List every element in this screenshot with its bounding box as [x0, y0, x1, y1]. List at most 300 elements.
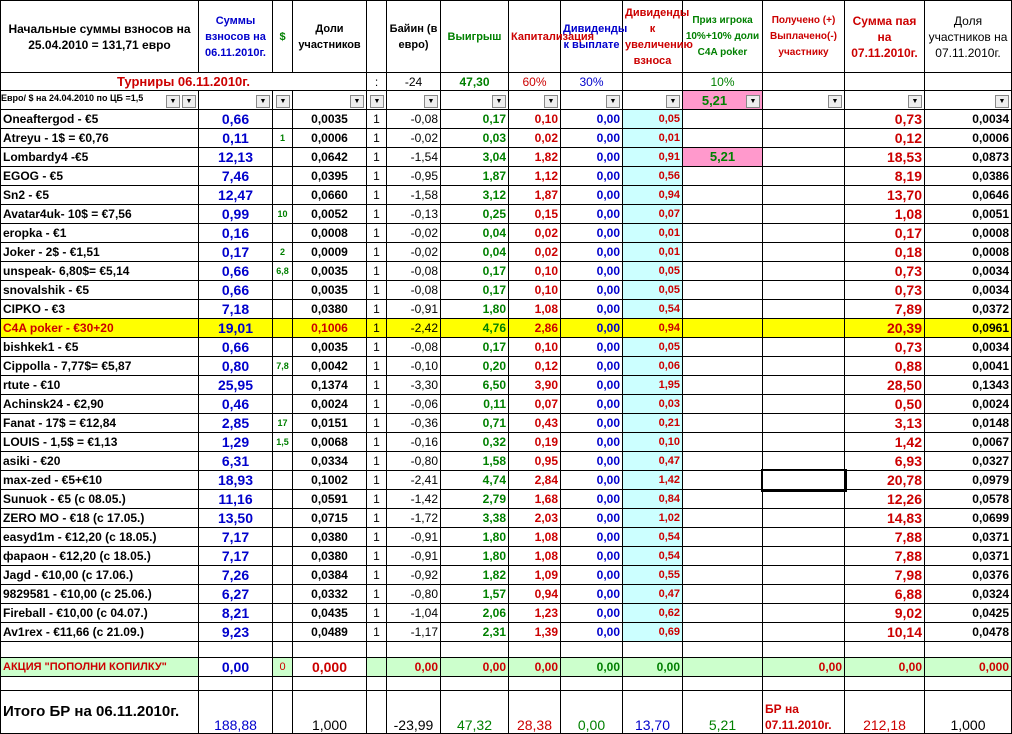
- count-cell[interactable]: 1: [367, 224, 387, 243]
- dropdown-arrow-icon[interactable]: ▼: [908, 95, 922, 108]
- div-cell[interactable]: 0,00: [561, 319, 623, 338]
- sum-cell[interactable]: 0,66: [199, 262, 273, 281]
- div-cell[interactable]: 0,00: [561, 566, 623, 585]
- inc-cell[interactable]: 1,42: [623, 471, 683, 490]
- dropdown-arrow-icon[interactable]: ▼: [746, 95, 760, 108]
- div-cell[interactable]: 0,00: [561, 129, 623, 148]
- pay-cell[interactable]: 0,12: [845, 129, 925, 148]
- share-cell[interactable]: 0,0068: [293, 433, 367, 452]
- cap-cell[interactable]: 1,09: [509, 566, 561, 585]
- inc-cell[interactable]: 0,05: [623, 110, 683, 129]
- share-cell[interactable]: 0,0009: [293, 243, 367, 262]
- count-cell[interactable]: 1: [367, 110, 387, 129]
- sum-cell[interactable]: 0,99: [199, 205, 273, 224]
- prize-cell[interactable]: [683, 433, 763, 452]
- count-cell[interactable]: 1: [367, 547, 387, 566]
- div-cell[interactable]: 0,00: [561, 414, 623, 433]
- count-cell[interactable]: 1: [367, 167, 387, 186]
- pay-cell[interactable]: 3,13: [845, 414, 925, 433]
- pay-cell[interactable]: 13,70: [845, 186, 925, 205]
- action-sum-cell[interactable]: 0,00: [199, 658, 273, 677]
- win-cell[interactable]: 4,74: [441, 471, 509, 490]
- paid-cell[interactable]: [763, 338, 845, 357]
- usd-cell[interactable]: 10: [273, 205, 293, 224]
- inc-cell[interactable]: 0,91: [623, 148, 683, 167]
- cap-cell[interactable]: 0,15: [509, 205, 561, 224]
- div-cell[interactable]: 0,00: [561, 509, 623, 528]
- win-cell[interactable]: 6,50: [441, 376, 509, 395]
- pay-cell[interactable]: 7,89: [845, 300, 925, 319]
- paid-cell[interactable]: [763, 547, 845, 566]
- win-cell[interactable]: 1,58: [441, 452, 509, 471]
- share2-cell[interactable]: 0,0961: [925, 319, 1012, 338]
- inc-cell[interactable]: 0,56: [623, 167, 683, 186]
- inc-cell[interactable]: 0,05: [623, 281, 683, 300]
- share-cell[interactable]: 0,0035: [293, 338, 367, 357]
- dropdown-arrow-icon[interactable]: ▼: [350, 95, 364, 108]
- count-cell[interactable]: 1: [367, 129, 387, 148]
- cap-cell[interactable]: 1,39: [509, 623, 561, 642]
- dropdown-arrow-icon[interactable]: ▼: [544, 95, 558, 108]
- win-cell[interactable]: 0,25: [441, 205, 509, 224]
- share-cell[interactable]: 0,0024: [293, 395, 367, 414]
- usd-cell[interactable]: [273, 452, 293, 471]
- pay-cell[interactable]: 0,18: [845, 243, 925, 262]
- cap-cell[interactable]: 0,10: [509, 281, 561, 300]
- pay-cell[interactable]: 0,73: [845, 338, 925, 357]
- win-cell[interactable]: 3,12: [441, 186, 509, 205]
- div-cell[interactable]: 0,00: [561, 604, 623, 623]
- cap-cell[interactable]: 1,23: [509, 604, 561, 623]
- prize-cell[interactable]: [683, 509, 763, 528]
- cap-cell[interactable]: 1,12: [509, 167, 561, 186]
- usd-cell[interactable]: 7,8: [273, 357, 293, 376]
- buyin-cell[interactable]: -1,58: [387, 186, 441, 205]
- pay-cell[interactable]: 0,73: [845, 110, 925, 129]
- sum-cell[interactable]: 7,26: [199, 566, 273, 585]
- share2-cell[interactable]: 0,0148: [925, 414, 1012, 433]
- participant-name-cell[interactable]: Sn2 - €5: [1, 186, 199, 205]
- win-cell[interactable]: 1,87: [441, 167, 509, 186]
- paid-cell[interactable]: [763, 281, 845, 300]
- cap-cell[interactable]: 1,87: [509, 186, 561, 205]
- share2-cell[interactable]: 0,0578: [925, 490, 1012, 509]
- sum-cell[interactable]: 0,66: [199, 281, 273, 300]
- share-cell[interactable]: 0,0151: [293, 414, 367, 433]
- paid-cell[interactable]: [763, 452, 845, 471]
- inc-cell[interactable]: 0,01: [623, 224, 683, 243]
- participant-name-cell[interactable]: EGOG - €5: [1, 167, 199, 186]
- div-cell[interactable]: 0,00: [561, 338, 623, 357]
- sum-cell[interactable]: 1,29: [199, 433, 273, 452]
- buyin-cell[interactable]: -0,91: [387, 300, 441, 319]
- count-cell[interactable]: 1: [367, 186, 387, 205]
- paid-cell[interactable]: [763, 395, 845, 414]
- usd-cell[interactable]: 6,8: [273, 262, 293, 281]
- div-cell[interactable]: 0,00: [561, 623, 623, 642]
- cap-cell[interactable]: 1,08: [509, 547, 561, 566]
- win-cell[interactable]: 3,38: [441, 509, 509, 528]
- sum-cell[interactable]: 12,47: [199, 186, 273, 205]
- prize-cell[interactable]: [683, 281, 763, 300]
- count-cell[interactable]: 1: [367, 471, 387, 490]
- win-cell[interactable]: 0,04: [441, 224, 509, 243]
- usd-cell[interactable]: [273, 585, 293, 604]
- cap-cell[interactable]: 1,82: [509, 148, 561, 167]
- inc-cell[interactable]: 0,54: [623, 300, 683, 319]
- action-usd-cell[interactable]: 0: [273, 658, 293, 677]
- inc-cell[interactable]: 0,05: [623, 262, 683, 281]
- win-cell[interactable]: 1,80: [441, 547, 509, 566]
- prize-cell[interactable]: [683, 395, 763, 414]
- pay-cell[interactable]: 8,19: [845, 167, 925, 186]
- usd-cell[interactable]: [273, 376, 293, 395]
- win-cell[interactable]: 0,17: [441, 262, 509, 281]
- pay-cell[interactable]: 7,98: [845, 566, 925, 585]
- buyin-cell[interactable]: -0,02: [387, 243, 441, 262]
- count-cell[interactable]: 1: [367, 414, 387, 433]
- div-cell[interactable]: 0,00: [561, 224, 623, 243]
- inc-cell[interactable]: 0,01: [623, 243, 683, 262]
- usd-cell[interactable]: [273, 395, 293, 414]
- inc-cell[interactable]: 0,03: [623, 395, 683, 414]
- sum-cell[interactable]: 0,16: [199, 224, 273, 243]
- participant-name-cell[interactable]: ZERO MO - €18 (с 17.05.): [1, 509, 199, 528]
- div-cell[interactable]: 0,00: [561, 376, 623, 395]
- sum-cell[interactable]: 0,11: [199, 129, 273, 148]
- pay-cell[interactable]: 0,50: [845, 395, 925, 414]
- inc-cell[interactable]: 0,47: [623, 452, 683, 471]
- total-empty-cell[interactable]: [367, 691, 387, 734]
- pay-cell[interactable]: 0,73: [845, 281, 925, 300]
- inc-cell[interactable]: 0,06: [623, 357, 683, 376]
- count-cell[interactable]: 1: [367, 623, 387, 642]
- sum-cell[interactable]: 7,18: [199, 300, 273, 319]
- pay-cell[interactable]: 20,78: [845, 471, 925, 490]
- total-cap-cell[interactable]: 28,38: [509, 691, 561, 734]
- paid-cell[interactable]: [763, 528, 845, 547]
- inc-cell[interactable]: 0,05: [623, 338, 683, 357]
- total-div-cell[interactable]: 0,00: [561, 691, 623, 734]
- win-cell[interactable]: 0,03: [441, 129, 509, 148]
- participant-name-cell[interactable]: фараон - €12,20 (с 18.05.): [1, 547, 199, 566]
- count-cell[interactable]: 1: [367, 490, 387, 509]
- action-inc-cell[interactable]: 0,00: [623, 658, 683, 677]
- share2-cell[interactable]: 0,0699: [925, 509, 1012, 528]
- count-cell[interactable]: 1: [367, 433, 387, 452]
- sum-cell[interactable]: 9,23: [199, 623, 273, 642]
- div-cell[interactable]: 0,00: [561, 148, 623, 167]
- action-share2-cell[interactable]: 0,000: [925, 658, 1012, 677]
- prize-cell[interactable]: [683, 585, 763, 604]
- pay-cell[interactable]: 0,17: [845, 224, 925, 243]
- cap-cell[interactable]: 0,07: [509, 395, 561, 414]
- sum-cell[interactable]: 8,21: [199, 604, 273, 623]
- action-div-cell[interactable]: 0,00: [561, 658, 623, 677]
- sum-cell[interactable]: 7,17: [199, 528, 273, 547]
- count-cell[interactable]: 1: [367, 205, 387, 224]
- total-inc-cell[interactable]: 13,70: [623, 691, 683, 734]
- pay-cell[interactable]: 14,83: [845, 509, 925, 528]
- cap-cell[interactable]: 2,86: [509, 319, 561, 338]
- inc-cell[interactable]: 0,47: [623, 585, 683, 604]
- usd-cell[interactable]: 17: [273, 414, 293, 433]
- div-cell[interactable]: 0,00: [561, 585, 623, 604]
- participant-name-cell[interactable]: Avatar4uk- 10$ = €7,56: [1, 205, 199, 224]
- participant-name-cell[interactable]: CIPKO - €3: [1, 300, 199, 319]
- pay-cell[interactable]: 0,88: [845, 357, 925, 376]
- cap-cell[interactable]: 0,43: [509, 414, 561, 433]
- participant-name-cell[interactable]: Sunuok - €5 (с 08.05.): [1, 490, 199, 509]
- buyin-cell[interactable]: -0,91: [387, 528, 441, 547]
- action-prize-cell[interactable]: [683, 658, 763, 677]
- total-label-cell[interactable]: Итого БР на 06.11.2010г.: [1, 691, 199, 734]
- usd-cell[interactable]: 1,5: [273, 433, 293, 452]
- total-br-label-cell[interactable]: БР на 07.11.2010г.: [763, 691, 845, 734]
- count-cell[interactable]: 1: [367, 357, 387, 376]
- share-cell[interactable]: 0,1002: [293, 471, 367, 490]
- prize-cell[interactable]: [683, 338, 763, 357]
- share2-cell[interactable]: 0,0371: [925, 547, 1012, 566]
- inc-cell[interactable]: 0,94: [623, 319, 683, 338]
- count-cell[interactable]: 1: [367, 376, 387, 395]
- buyin-cell[interactable]: -0,08: [387, 338, 441, 357]
- pay-cell[interactable]: 28,50: [845, 376, 925, 395]
- participant-name-cell[interactable]: rtute - €10: [1, 376, 199, 395]
- paid-cell[interactable]: [763, 243, 845, 262]
- share-cell[interactable]: 0,0660: [293, 186, 367, 205]
- action-empty-cell[interactable]: [367, 658, 387, 677]
- buyin-cell[interactable]: -0,80: [387, 585, 441, 604]
- win-cell[interactable]: 0,71: [441, 414, 509, 433]
- inc-cell[interactable]: 0,54: [623, 547, 683, 566]
- div-cell[interactable]: 0,00: [561, 167, 623, 186]
- win-cell[interactable]: 0,32: [441, 433, 509, 452]
- participant-name-cell[interactable]: max-zed - €5+€10: [1, 471, 199, 490]
- dropdown-arrow-icon[interactable]: ▼: [166, 95, 180, 108]
- count-cell[interactable]: 1: [367, 338, 387, 357]
- participant-name-cell[interactable]: Oneaftergod - €5: [1, 110, 199, 129]
- prize-cell[interactable]: [683, 566, 763, 585]
- prize-cell[interactable]: [683, 452, 763, 471]
- dropdown-arrow-icon[interactable]: ▼: [666, 95, 680, 108]
- buyin-cell[interactable]: -0,08: [387, 281, 441, 300]
- win-cell[interactable]: 0,04: [441, 243, 509, 262]
- win-cell[interactable]: 2,79: [441, 490, 509, 509]
- prize-cell[interactable]: [683, 547, 763, 566]
- count-cell[interactable]: 1: [367, 319, 387, 338]
- share2-cell[interactable]: 0,0006: [925, 129, 1012, 148]
- share-cell[interactable]: 0,0395: [293, 167, 367, 186]
- inc-cell[interactable]: 0,84: [623, 490, 683, 509]
- win-cell[interactable]: 1,57: [441, 585, 509, 604]
- inc-cell[interactable]: 1,95: [623, 376, 683, 395]
- cap-cell[interactable]: 2,84: [509, 471, 561, 490]
- share-cell[interactable]: 0,0591: [293, 490, 367, 509]
- paid-cell[interactable]: [763, 414, 845, 433]
- inc-cell[interactable]: 0,07: [623, 205, 683, 224]
- sum-cell[interactable]: 0,17: [199, 243, 273, 262]
- action-share-cell[interactable]: 0,000: [293, 658, 367, 677]
- participant-name-cell[interactable]: Atreyu - 1$ = €0,76: [1, 129, 199, 148]
- buyin-cell[interactable]: -0,08: [387, 110, 441, 129]
- share-cell[interactable]: 0,0380: [293, 547, 367, 566]
- inc-cell[interactable]: 0,94: [623, 186, 683, 205]
- buyin-cell[interactable]: -2,42: [387, 319, 441, 338]
- share-cell[interactable]: 0,0489: [293, 623, 367, 642]
- paid-cell[interactable]: [763, 148, 845, 167]
- share2-cell[interactable]: 0,0873: [925, 148, 1012, 167]
- win-cell[interactable]: 2,31: [441, 623, 509, 642]
- win-cell[interactable]: 0,17: [441, 338, 509, 357]
- usd-cell[interactable]: [273, 167, 293, 186]
- prize-cell[interactable]: [683, 414, 763, 433]
- inc-cell[interactable]: 0,10: [623, 433, 683, 452]
- total-pay-cell[interactable]: 212,18: [845, 691, 925, 734]
- usd-cell[interactable]: [273, 148, 293, 167]
- share-cell[interactable]: 0,0435: [293, 604, 367, 623]
- prize-cell[interactable]: [683, 376, 763, 395]
- total-win-cell[interactable]: 47,32: [441, 691, 509, 734]
- paid-cell[interactable]: [763, 585, 845, 604]
- pay-cell[interactable]: 7,88: [845, 547, 925, 566]
- buyin-cell[interactable]: -0,16: [387, 433, 441, 452]
- prize-cell[interactable]: [683, 224, 763, 243]
- paid-cell[interactable]: [763, 224, 845, 243]
- sum-cell[interactable]: 12,13: [199, 148, 273, 167]
- prize-cell[interactable]: [683, 357, 763, 376]
- buyin-cell[interactable]: -0,36: [387, 414, 441, 433]
- participant-name-cell[interactable]: asiki - €20: [1, 452, 199, 471]
- sum-cell[interactable]: 19,01: [199, 319, 273, 338]
- pay-cell[interactable]: 7,88: [845, 528, 925, 547]
- dropdown-arrow-icon[interactable]: ▼: [995, 95, 1009, 108]
- sum-cell[interactable]: 6,31: [199, 452, 273, 471]
- share2-cell[interactable]: 0,0034: [925, 110, 1012, 129]
- win-cell[interactable]: 0,11: [441, 395, 509, 414]
- share2-cell[interactable]: 0,0067: [925, 433, 1012, 452]
- count-cell[interactable]: 1: [367, 566, 387, 585]
- usd-cell[interactable]: [273, 186, 293, 205]
- paid-cell[interactable]: [763, 110, 845, 129]
- dropdown-arrow-icon[interactable]: ▼: [182, 95, 196, 108]
- prize-cell[interactable]: [683, 623, 763, 642]
- prize-cell[interactable]: [683, 262, 763, 281]
- pay-cell[interactable]: 6,93: [845, 452, 925, 471]
- sum-cell[interactable]: 11,16: [199, 490, 273, 509]
- inc-cell[interactable]: 0,55: [623, 566, 683, 585]
- paid-cell[interactable]: [763, 471, 845, 490]
- cap-cell[interactable]: 0,95: [509, 452, 561, 471]
- cap-cell[interactable]: 3,90: [509, 376, 561, 395]
- dropdown-arrow-icon[interactable]: ▼: [256, 95, 270, 108]
- prize-cell[interactable]: [683, 129, 763, 148]
- share-cell[interactable]: 0,0035: [293, 262, 367, 281]
- usd-cell[interactable]: [273, 110, 293, 129]
- participant-name-cell[interactable]: Fireball - €10,00 (с 04.07.): [1, 604, 199, 623]
- participant-name-cell[interactable]: Cippolla - 7,77$= €5,87: [1, 357, 199, 376]
- action-win-cell[interactable]: 0,00: [441, 658, 509, 677]
- inc-cell[interactable]: 0,21: [623, 414, 683, 433]
- share-cell[interactable]: 0,0642: [293, 148, 367, 167]
- div-cell[interactable]: 0,00: [561, 433, 623, 452]
- cap-cell[interactable]: 0,02: [509, 129, 561, 148]
- pay-cell[interactable]: 12,26: [845, 490, 925, 509]
- usd-cell[interactable]: [273, 490, 293, 509]
- cap-cell[interactable]: 0,02: [509, 224, 561, 243]
- usd-cell[interactable]: [273, 319, 293, 338]
- inc-cell[interactable]: 0,01: [623, 129, 683, 148]
- share2-cell[interactable]: 0,0371: [925, 528, 1012, 547]
- usd-cell[interactable]: [273, 547, 293, 566]
- div-cell[interactable]: 0,00: [561, 490, 623, 509]
- buyin-cell[interactable]: -1,42: [387, 490, 441, 509]
- share2-cell[interactable]: 0,0478: [925, 623, 1012, 642]
- dropdown-arrow-icon[interactable]: ▼: [424, 95, 438, 108]
- share-cell[interactable]: 0,0715: [293, 509, 367, 528]
- participant-name-cell[interactable]: Av1rex - €11,66 (с 21.09.): [1, 623, 199, 642]
- count-cell[interactable]: 1: [367, 395, 387, 414]
- pay-cell[interactable]: 18,53: [845, 148, 925, 167]
- paid-cell[interactable]: [763, 604, 845, 623]
- dropdown-arrow-icon[interactable]: ▼: [370, 95, 384, 108]
- total-prize-cell[interactable]: 5,21: [683, 691, 763, 734]
- usd-cell[interactable]: [273, 300, 293, 319]
- buyin-cell[interactable]: -1,17: [387, 623, 441, 642]
- count-cell[interactable]: 1: [367, 148, 387, 167]
- div-cell[interactable]: 0,00: [561, 395, 623, 414]
- count-cell[interactable]: 1: [367, 604, 387, 623]
- win-cell[interactable]: 0,17: [441, 110, 509, 129]
- participant-name-cell[interactable]: snovalshik - €5: [1, 281, 199, 300]
- total-share-cell[interactable]: 1,000: [293, 691, 367, 734]
- div-cell[interactable]: 0,00: [561, 528, 623, 547]
- participant-name-cell[interactable]: Joker - 2$ - €1,51: [1, 243, 199, 262]
- count-cell[interactable]: 1: [367, 243, 387, 262]
- count-cell[interactable]: 1: [367, 262, 387, 281]
- cap-cell[interactable]: 0,10: [509, 338, 561, 357]
- share2-cell[interactable]: 0,0372: [925, 300, 1012, 319]
- share-cell[interactable]: 0,0052: [293, 205, 367, 224]
- prize-cell[interactable]: [683, 471, 763, 490]
- win-cell[interactable]: 2,06: [441, 604, 509, 623]
- share2-cell[interactable]: 0,0327: [925, 452, 1012, 471]
- cap-cell[interactable]: 0,19: [509, 433, 561, 452]
- dropdown-arrow-icon[interactable]: ▼: [828, 95, 842, 108]
- win-cell[interactable]: 0,20: [441, 357, 509, 376]
- div-cell[interactable]: 0,00: [561, 243, 623, 262]
- buyin-cell[interactable]: -0,02: [387, 129, 441, 148]
- share2-cell[interactable]: 0,0024: [925, 395, 1012, 414]
- action-cap-cell[interactable]: 0,00: [509, 658, 561, 677]
- usd-cell[interactable]: [273, 566, 293, 585]
- cap-cell[interactable]: 0,94: [509, 585, 561, 604]
- prize-cell[interactable]: [683, 186, 763, 205]
- inc-cell[interactable]: 0,62: [623, 604, 683, 623]
- action-paid-cell[interactable]: 0,00: [763, 658, 845, 677]
- win-cell[interactable]: 1,80: [441, 528, 509, 547]
- sum-cell[interactable]: 18,93: [199, 471, 273, 490]
- usd-cell[interactable]: [273, 338, 293, 357]
- buyin-cell[interactable]: -2,41: [387, 471, 441, 490]
- paid-cell[interactable]: [763, 300, 845, 319]
- share2-cell[interactable]: 0,1343: [925, 376, 1012, 395]
- paid-cell[interactable]: [763, 186, 845, 205]
- usd-cell[interactable]: [273, 281, 293, 300]
- div-cell[interactable]: 0,00: [561, 547, 623, 566]
- sum-cell[interactable]: 13,50: [199, 509, 273, 528]
- win-cell[interactable]: 3,04: [441, 148, 509, 167]
